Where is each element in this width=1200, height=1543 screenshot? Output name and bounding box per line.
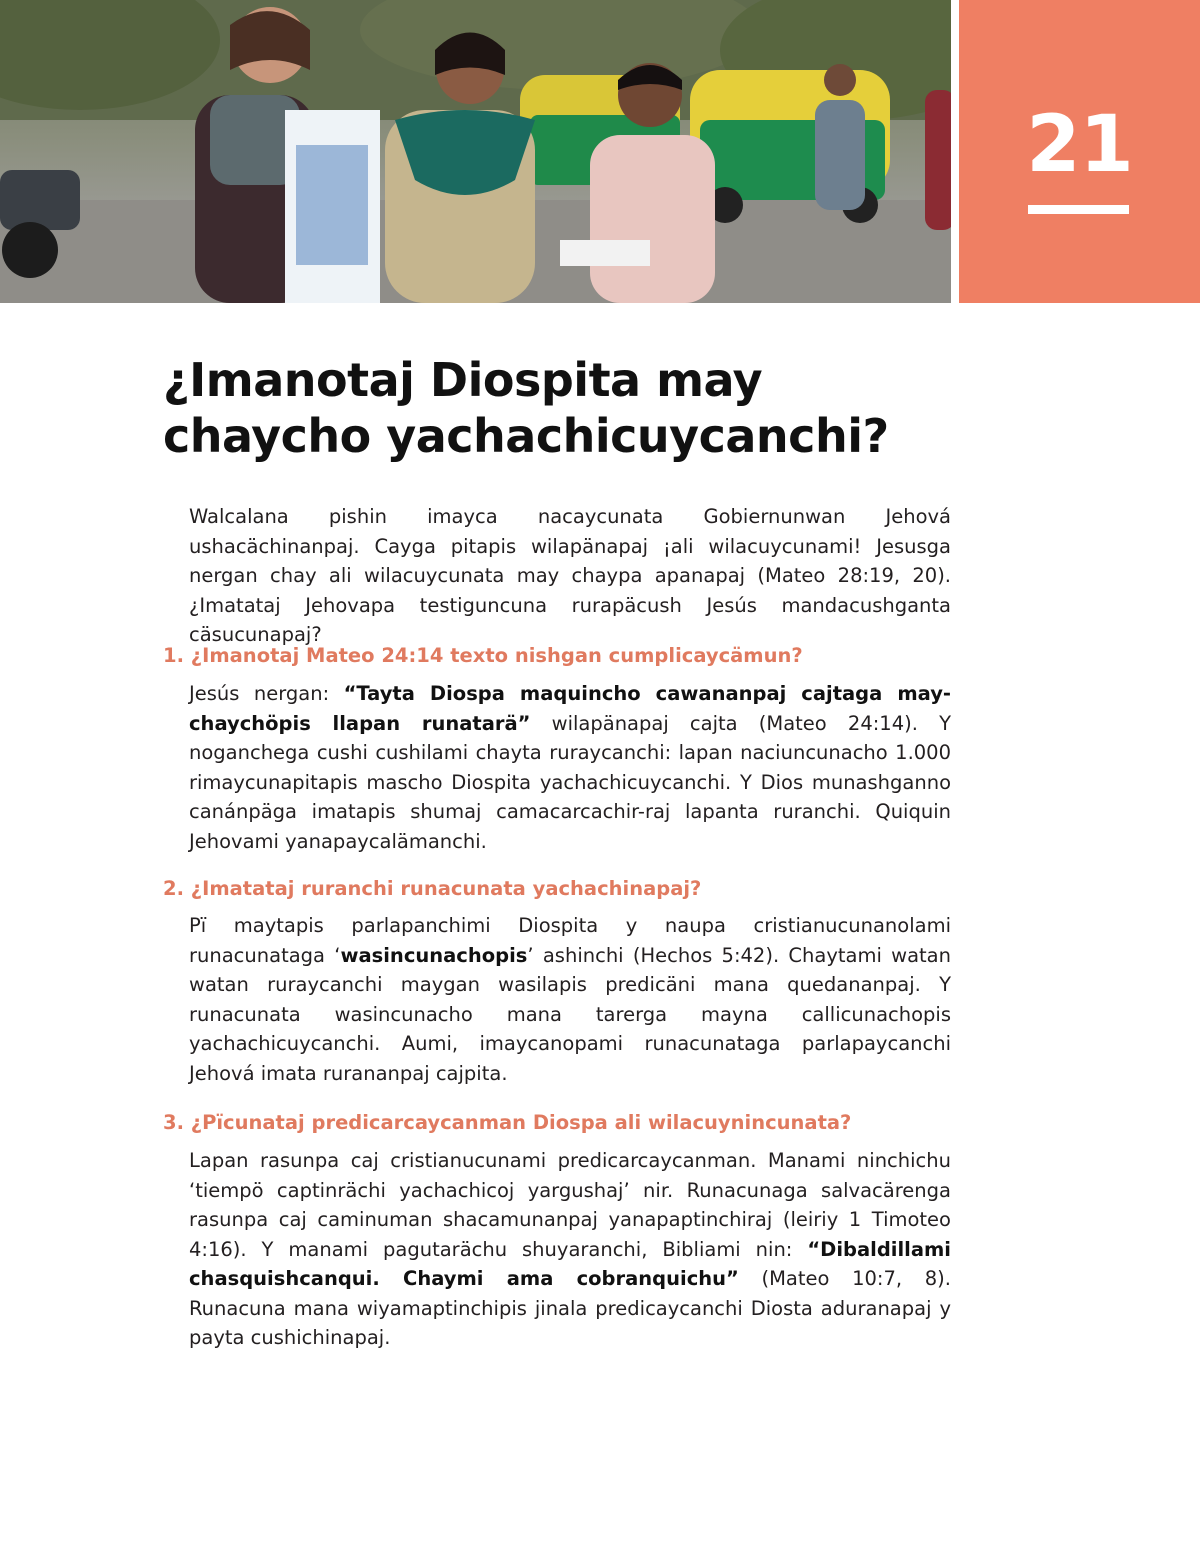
lesson-number-underline [1028,205,1129,214]
answer-3-pre: Lapan rasunpa caj cristianucunami predicarcaycanman. Manami ninchichu ‘tiempö captinrächi yachachicoj yargushaj’ nir. Runacunaga salvacärenga rasunpa caj caminuman shacamunanpaj yanapaptinchiraj (leiriy 1 Timoteo 4:16). Y manami pagutarächu shuyaranchi, Bibliami nin: [189,1149,951,1261]
question-1: 1. ¿Imanotaj Mateo 24:14 texto nishgan cumplicaycämun? [163,644,803,667]
answer-2-post: ’ ashinchi (Hechos 5:42). Chaytami watan watan ruraycanchi maygan wasilapis predicäni mana quedananpaj. Y runacunata wasincunacho mana tarerga mayna callicunachopis yachachicuycanchi. Aumi, imaycanopami runacunataga parlapaycanchi Jehová imata rurananpaj cajpita. [189,943,951,1085]
street-scene-illustration [0,0,951,303]
answer-3 [189,1146,951,1353]
answer-1-post: wilapänapaj cajta (Mateo 24:14). Y noganchega cushi cushilami chayta ruraycanchi: lapan naciuncunacho 1.000 rimaycunapitapis mascho Diospita yachachicuycanchi. Y Dios munashganno canánpäga imatapis shumaj camacarcachir-raj lapanta ruranchi. Quiquin Jehovami yanapaycalämanchi. [189,711,951,853]
header-photo [0,0,951,303]
lesson-number: 21 [1026,100,1133,190]
answer-1 [189,679,951,856]
question-2: 2. ¿Imatataj ruranchi runacunata yachachinapaj? [163,877,702,900]
answer-2 [189,911,951,1088]
answer-2-quote: wasincunachopis [340,943,528,967]
answer-1-quote: “Tayta Diospa maquincho cawananpaj cajtaga may-chaychöpis llapan runatarä” [189,682,951,735]
intro-paragraph: Walcalana pishin imayca nacaycunata Gobiernunwan Jehová ushacächinanpaj. Cayga pitapis wilapänapaj ¡ali wilacuycunami! Jesusga nergan chay ali wilacuycunata may chaypa apanapaj (Mateo 28:19, 20). ¿Imatataj Jehovapa testiguncuna rurapäcush Jesús mandacushganta cäsucunapaj? [189,505,951,646]
answer-3-post: (Mateo 10:7, 8). Runacuna mana wiyamaptinchipis jinala predicaycanchi Diosta aduranapaj y payta cushichinapaj. [189,1267,951,1349]
answer-1-pre: Jesús nergan: [189,682,344,705]
answer-3-quote: “Dibaldillami chasquishcanqui. Chaymi ama cobranquichu” [189,1237,951,1290]
lesson-number-box [959,0,1200,303]
question-3: 3. ¿Pïcunataj predicarcaycanman Diospa ali wilacuynincunata? [163,1111,852,1134]
answer-2-pre: Pï maytapis parlapanchimi Diospita y naupa cristianucunanolami runacunataga ‘ [189,914,951,967]
page-title: ¿Imanotaj Diospita may chaycho yachachicuycanchi? [163,353,889,463]
